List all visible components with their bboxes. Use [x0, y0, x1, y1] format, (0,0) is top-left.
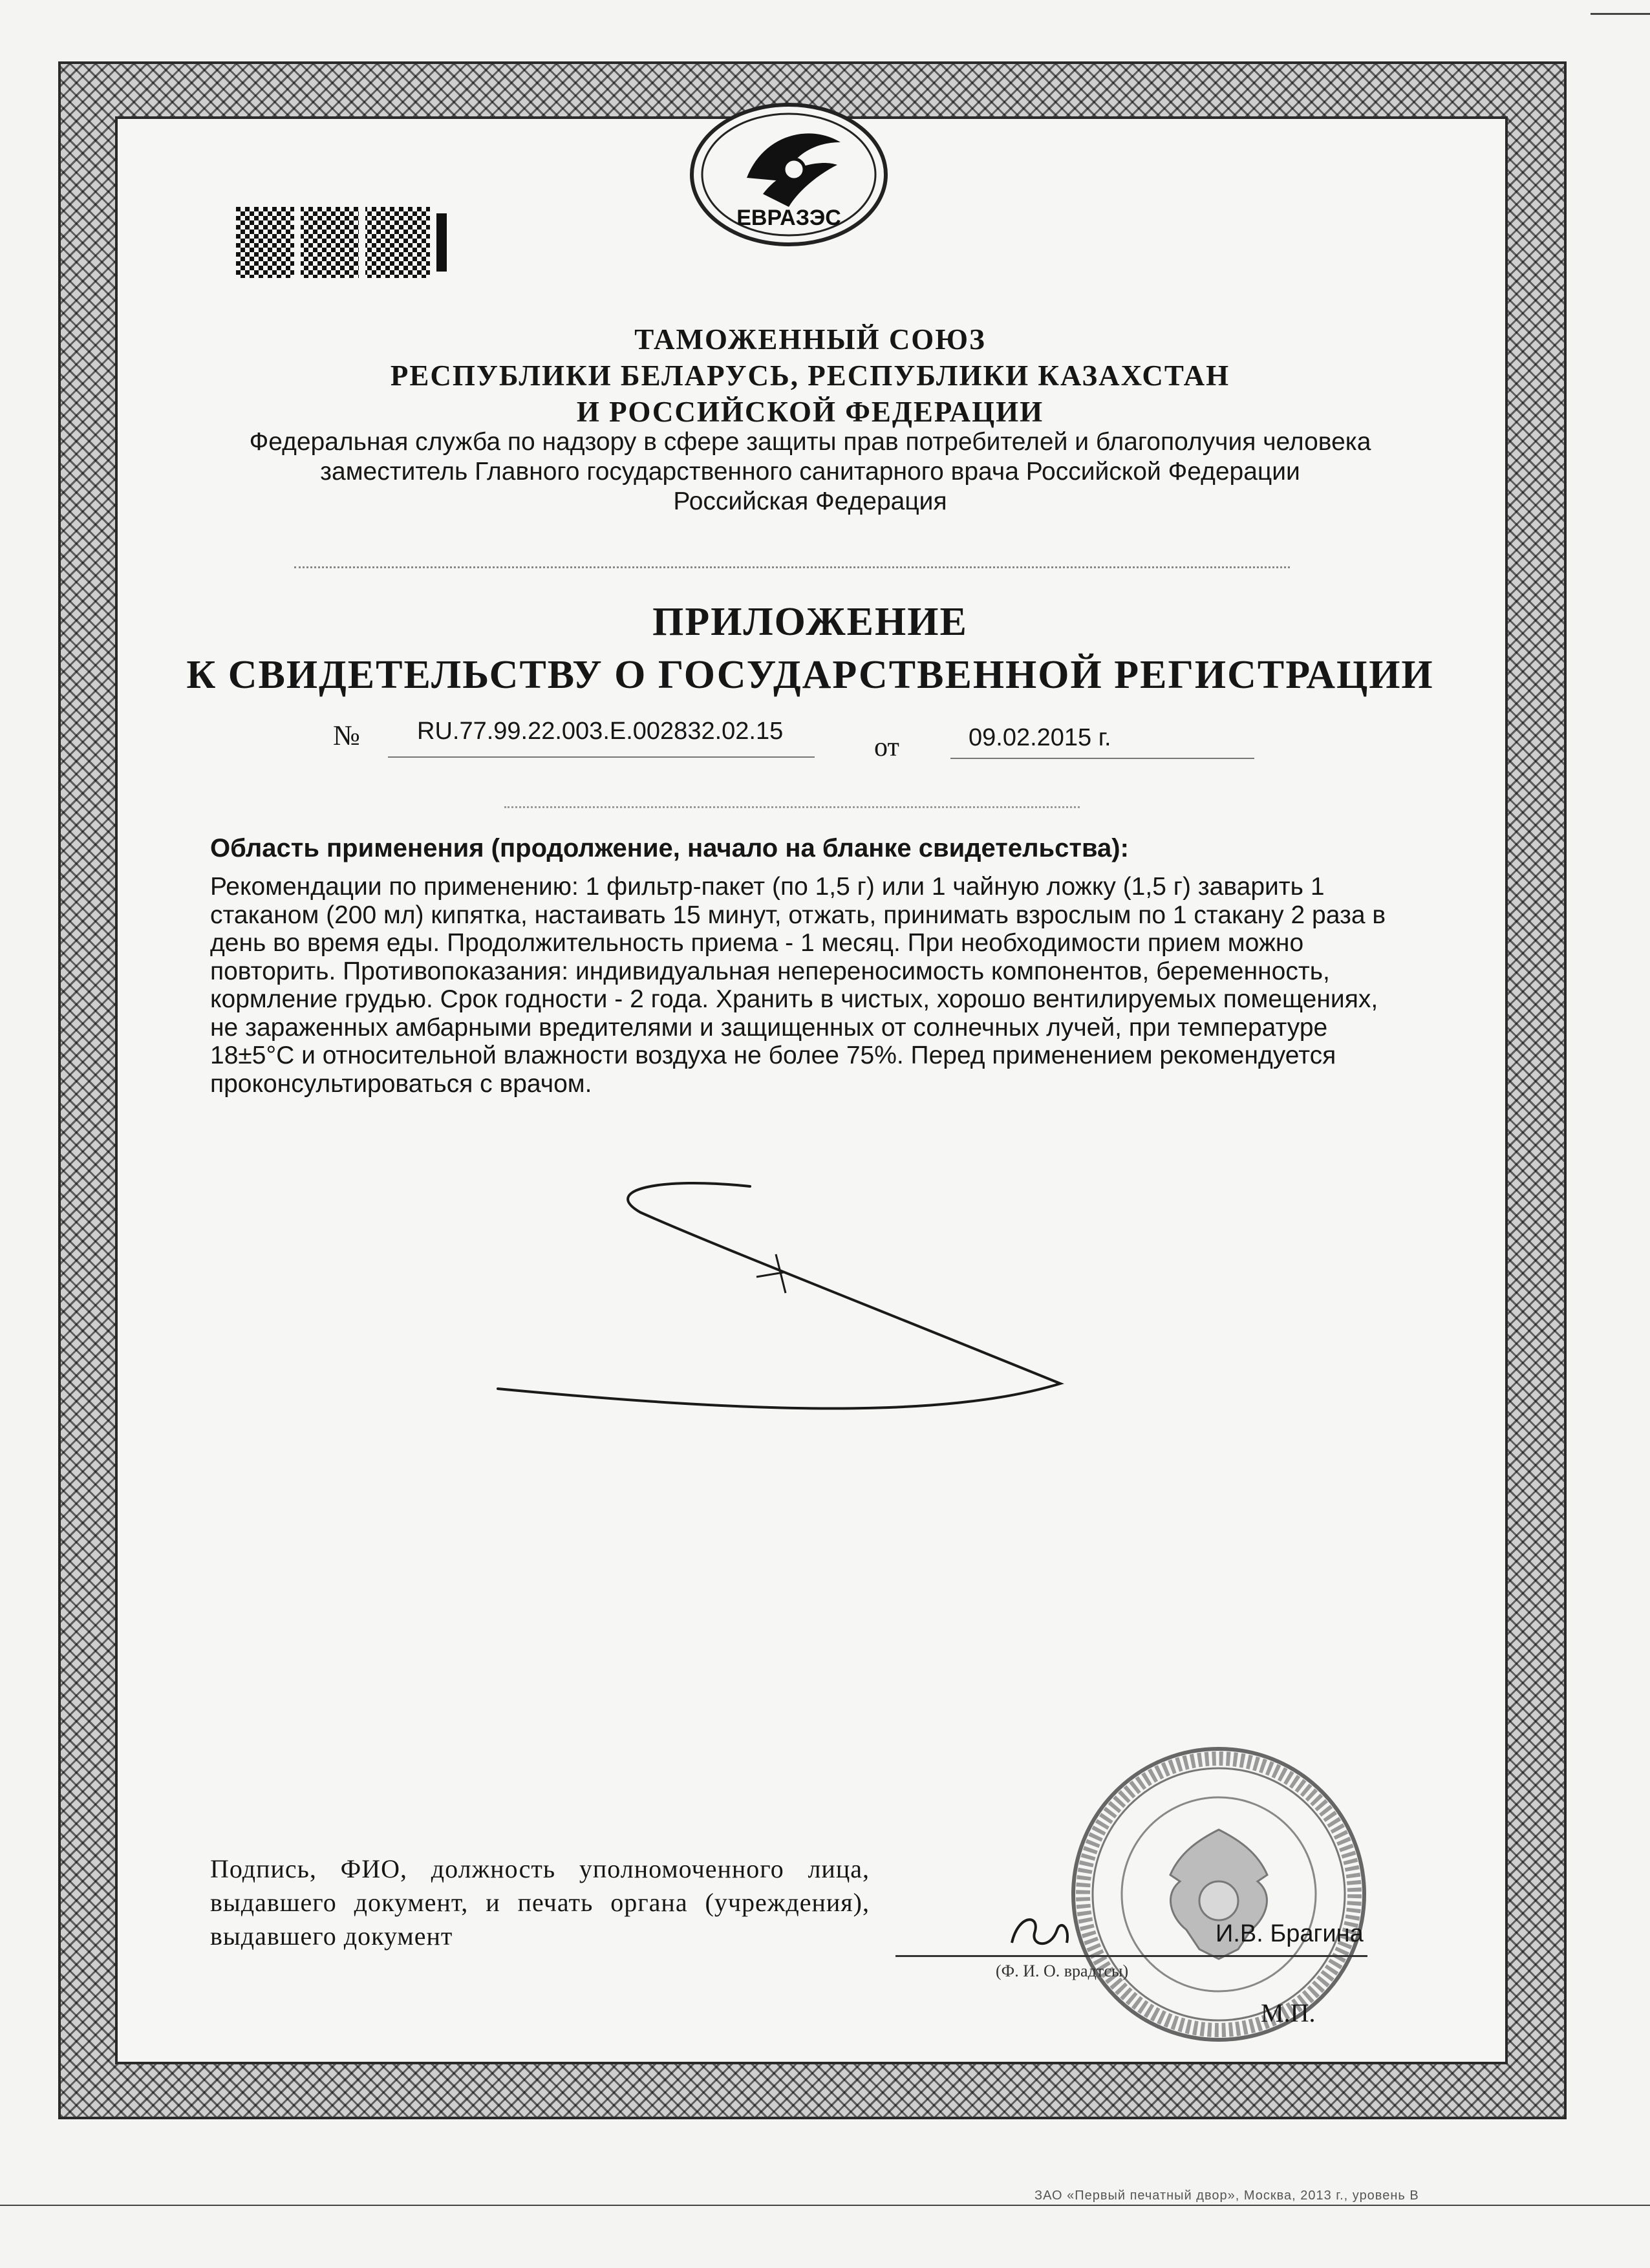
union-line-2: РЕСПУБЛИКИ БЕЛАРУСЬ, РЕСПУБЛИКИ КАЗАХСТАН: [390, 359, 1230, 392]
usage-text: Рекомендации по применению: 1 фильтр-пакет (по 1,5 г) или 1 чайную ложку (1,5 г) заварить 1 стаканом (200 мл) кипятка, настаивать 15 минут, отжать, принимать взрослым по 1 стакану 2 раза в день во время еды. Продолжительность приема - 1 месяц. При необходимости прием можно повторить. Противопоказания: индивидуальная непереносимость компонентов, беременность, кормление грудью. Срок годности - 2 года. Хранить в чистых, хорошо вентилируемых помещениях, не зараженных амбарными вредителями и защищенных от солнечных лучей, при температуре 18±5°С и относительной влажности воздуха не более 75%. Перед применением рекомендуется проконсультироваться с врачом.: [210, 873, 1386, 1098]
printer-line: ЗАО «Первый печатный двор», Москва, 2013 г., уровень В: [1034, 2188, 1419, 2203]
document-title: ПРИЛОЖЕНИЕ: [652, 600, 968, 644]
bottom-scan-line: [0, 2205, 1650, 2206]
stamp-place: М.П.: [1261, 1998, 1316, 2027]
registration-number: RU.77.99.22.003.E.002832.02.15: [417, 718, 784, 745]
registration-date: 09.02.2015 г.: [969, 724, 1111, 751]
authority-caption-line: [294, 566, 1290, 568]
signer-name: И.В. Брагина: [1216, 1920, 1364, 1947]
agency-line-3: Российская Федерация: [673, 487, 947, 515]
number-underline: [388, 756, 815, 758]
serial-pattern-block: [236, 207, 456, 278]
agency-line-2: заместитель Главного государственного санитарного врача Российской Федерации: [320, 458, 1300, 486]
info-caption-line: [504, 806, 1080, 808]
union-line-3: И РОССИЙСКОЙ ФЕДЕРАЦИИ: [576, 396, 1044, 428]
signer-caption: (Ф. И. О. врадтсы): [996, 1962, 1129, 1980]
official-seal: [1067, 1742, 1371, 2046]
number-sign: №: [333, 720, 360, 751]
signature-underline: [895, 1955, 1367, 1957]
date-prefix: от: [874, 733, 899, 762]
date-underline: [950, 758, 1254, 759]
scan-edge-mark: [1591, 13, 1650, 15]
agency-line-1: Федеральная служба по надзору в сфере защиты прав потребителей и благополучия человека: [249, 428, 1371, 456]
emblem-label: ЕВРАЗЭС: [736, 206, 841, 230]
union-line-1: ТАМОЖЕННЫЙ СОЮЗ: [634, 323, 986, 356]
document-subtitle: К СВИДЕТЕЛЬСТВУ О ГОСУДАРСТВЕННОЙ РЕГИСТРАЦИИ: [186, 653, 1434, 697]
section-title: Область применения (продолжение, начало на бланке свидетельства):: [210, 834, 1129, 862]
signature-caption: Подпись, ФИО, должность уполномоченного лица, выдавшего документ, и печать органа (учреждения), выдавшего документ: [210, 1854, 870, 1951]
signer-initials-scribble: [1005, 1907, 1077, 1959]
handwritten-signature: [491, 1164, 1106, 1422]
eurasec-emblem-icon: [685, 97, 892, 259]
